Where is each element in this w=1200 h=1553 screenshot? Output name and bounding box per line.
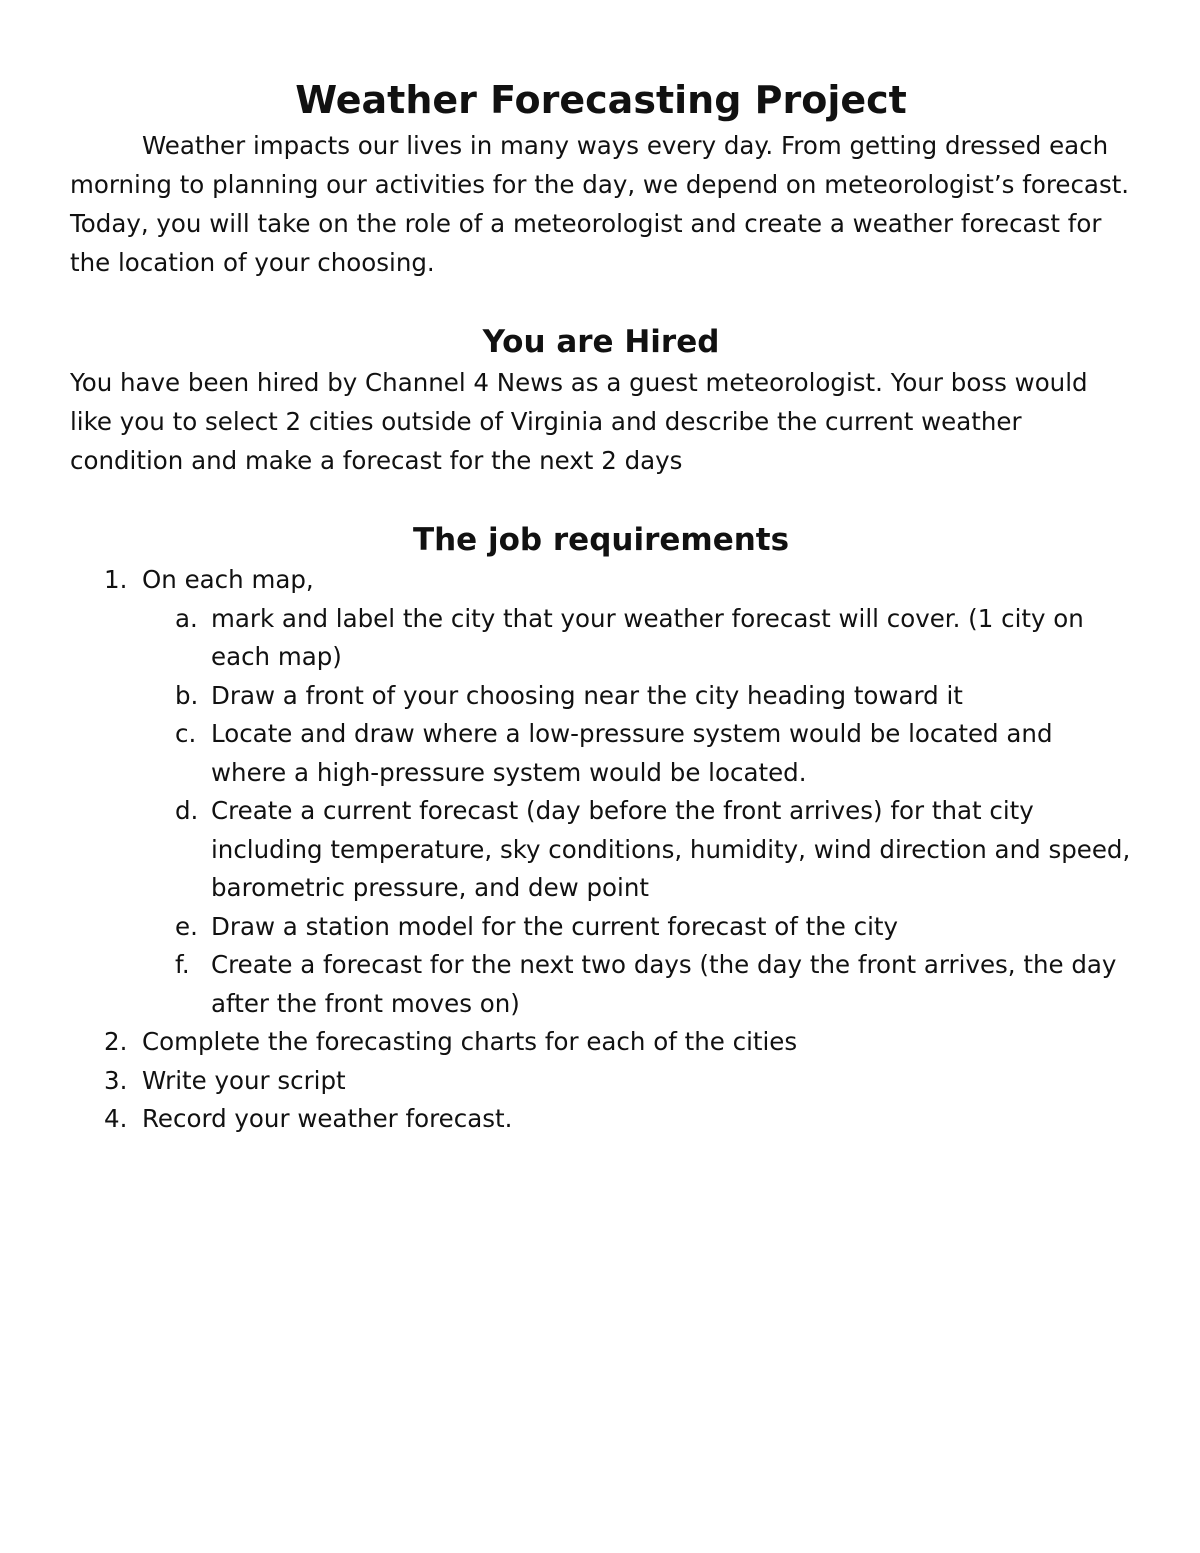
requirements-list bbox=[70, 561, 1132, 1139]
spacer bbox=[70, 480, 1132, 519]
requirement-item-1 bbox=[70, 561, 1132, 1023]
requirement-item-2 bbox=[70, 1023, 1132, 1062]
list-letter: b. bbox=[175, 680, 199, 710]
sub-item-d bbox=[142, 792, 1132, 908]
list-letter: f. bbox=[175, 950, 190, 979]
list-item-text: Create a forecast for the next two days (the day the front arrives, the day after the front moves on) bbox=[211, 950, 1117, 1018]
list-item-text: Create a current forecast (day before the front arrives) for that city including temperature, sky conditions, humidity, wind direction and speed, barometric pressure, and dew point bbox=[211, 796, 1131, 902]
list-item-text: On each map, bbox=[142, 565, 314, 594]
sub-requirements-list bbox=[142, 600, 1132, 1024]
requirement-item-4 bbox=[70, 1100, 1132, 1139]
list-letter: c. bbox=[175, 719, 197, 748]
list-item-text: Write your script bbox=[142, 1065, 346, 1095]
spacer bbox=[70, 282, 1132, 321]
requirement-item-3 bbox=[70, 1062, 1132, 1101]
list-item-text: mark and label the city that your weather forecast will cover. (1 city on each map) bbox=[211, 603, 1084, 671]
sub-item-a bbox=[142, 600, 1132, 677]
list-number: 4. bbox=[104, 1104, 128, 1133]
list-item-text: Draw a station model for the current forecast of the city bbox=[211, 911, 899, 941]
intro-paragraph: Weather impacts our lives in many ways every day. From getting dressed each morning to planning our activities for the day, we depend on meteorologist’s forecast. Today, you will take on the role of a meteorologist and create a weather forecast for the location of your choosing. bbox=[70, 131, 1130, 277]
sub-item-c bbox=[142, 715, 1132, 792]
page-title: Weather Forecasting Project bbox=[295, 78, 907, 122]
list-item-text: Locate and draw where a low-pressure system would be located and where a high-pressure system would be located. bbox=[211, 719, 1053, 787]
list-number: 2. bbox=[104, 1027, 128, 1056]
requirements-heading: The job requirements bbox=[412, 522, 790, 558]
list-item-text: Record your weather forecast. bbox=[142, 1104, 513, 1133]
list-number: 1. bbox=[104, 565, 128, 594]
list-letter: e. bbox=[175, 911, 198, 941]
hired-heading: You are Hired bbox=[482, 324, 720, 360]
list-number: 3. bbox=[104, 1065, 128, 1095]
sub-item-b bbox=[142, 677, 1132, 716]
list-letter: d. bbox=[175, 796, 199, 825]
sub-item-e bbox=[142, 908, 1132, 947]
document-page bbox=[70, 74, 1132, 1139]
list-letter: a. bbox=[175, 603, 198, 633]
hired-paragraph: You have been hired by Channel 4 News as a guest meteorologist. Your boss would like you to select 2 cities outside of Virginia and describe the current weather condition and make a forecast for the next 2 days bbox=[70, 368, 1088, 475]
list-item-text: Complete the forecasting charts for each of the cities bbox=[142, 1027, 798, 1056]
sub-item-f bbox=[142, 946, 1132, 1023]
list-item-text: Draw a front of your choosing near the city heading toward it bbox=[211, 680, 963, 710]
